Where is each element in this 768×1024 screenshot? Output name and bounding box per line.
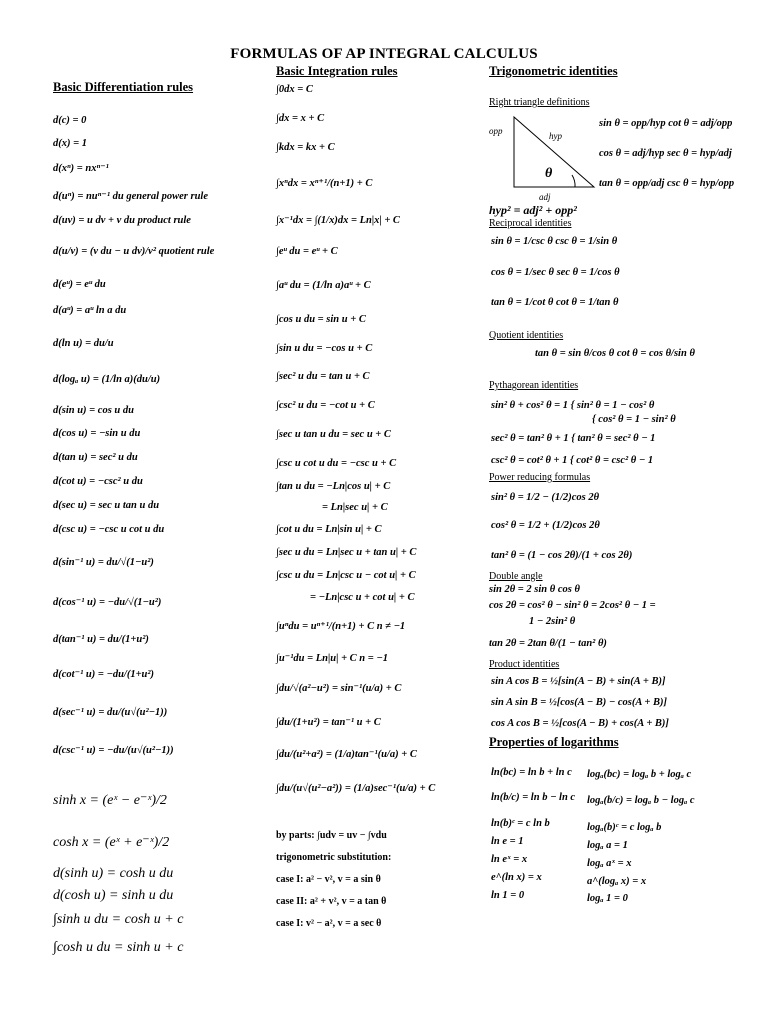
formula-d-csc: d(csc u) = −csc u cot u du: [53, 524, 165, 535]
e-ln-x: e^(ln x) = x: [491, 872, 542, 883]
log-a-x: logₐ aˣ = x: [587, 858, 632, 869]
formula-d-ln: d(ln u) = du/u: [53, 338, 114, 349]
formula-d-cos: d(cos u) = −sin u du: [53, 428, 141, 439]
formula-int-tan: ∫tan u du = −Ln|cos u| + C: [276, 481, 391, 492]
double-cos-alt: 1 − 2sin² θ: [529, 616, 576, 627]
opp-label: opp: [489, 126, 503, 136]
formula-int-sec: ∫sec u du = Ln|sec u + tan u| + C: [276, 547, 417, 558]
pythagorean-sec-tan: sec² θ = tan² θ + 1 { tan² θ = sec² θ − 1: [491, 433, 656, 444]
formula-d-sec: d(sec u) = sec u tan u du: [53, 500, 160, 511]
formula-int-sec2: ∫sec² u du = tan u + C: [276, 371, 370, 382]
log-product: logₐ(bc) = logₐ b + logₐ c: [587, 769, 692, 780]
formula-cosh: cosh x = (eˣ + e⁻ˣ)/2: [53, 835, 170, 850]
ln-1: ln 1 = 0: [491, 890, 525, 901]
double-tan: tan 2θ = 2tan θ/(1 − tan² θ): [489, 638, 607, 649]
formula-int-u-reciprocal: ∫u⁻¹du = Ln|u| + C n = −1: [276, 653, 388, 664]
right-triangle-diagram: [489, 112, 609, 202]
formula-int-sinh: ∫sinh u du = cosh u + c: [53, 912, 184, 927]
log-power: logₐ(b)ᶜ = c logₐ b: [587, 822, 662, 833]
ln-e-x: ln eˣ = x: [491, 854, 528, 865]
formula-d-log: d(logₐ u) = (1/ln a)(du/u): [53, 374, 161, 385]
formula-int-dx: ∫dx = x + C: [276, 113, 325, 124]
double-sin: sin 2θ = 2 sin θ cos θ: [489, 584, 580, 595]
ln-quotient: ln(b/c) = ln b − ln c: [491, 792, 576, 803]
formula-d-arcsec: d(sec⁻¹ u) = du/(u√(u²−1)): [53, 707, 168, 718]
formula-int-sec-tan: ∫sec u tan u du = sec u + C: [276, 429, 391, 440]
hyp-label: hyp: [549, 131, 562, 141]
formula-int-cosh: ∫cosh u du = sinh u + c: [53, 940, 184, 955]
formula-int-exp: ∫eᵘ du = eᵘ + C: [276, 246, 338, 257]
formula-int-csc2: ∫csc² u du = −cot u + C: [276, 400, 375, 411]
formula-d-exp: d(eᵘ) = eᵘ du: [53, 279, 106, 290]
product-sin-sin: sin A sin B = ½[cos(A − B) − cos(A + B)]: [491, 697, 667, 708]
triangle-shape: [514, 117, 594, 187]
product-label: Product identities: [489, 659, 560, 670]
formula-int-power: ∫xⁿdx = xⁿ⁺¹/(n+1) + C: [276, 178, 373, 189]
product-sin-cos: sin A cos B = ½[sin(A − B) + sin(A + B)]: [491, 676, 666, 687]
formula-int-csc: ∫csc u du = Ln|csc u − cot u| + C: [276, 570, 416, 581]
ln-product: ln(bc) = ln b + ln c: [491, 767, 572, 778]
reciprocal-sin-csc: sin θ = 1/csc θ csc θ = 1/sin θ: [491, 236, 618, 247]
pythagorean-relation: hyp² = adj² + opp²: [489, 203, 577, 217]
ln-power: ln(b)ᶜ = c ln b: [491, 818, 550, 829]
reciprocal-cos-sec: cos θ = 1/sec θ sec θ = 1/cos θ: [491, 267, 620, 278]
formula-d-cosh: d(cosh u) = sinh u du: [53, 888, 174, 903]
reciprocal-label: Reciprocal identities: [489, 218, 572, 229]
power-cos2: cos² θ = 1/2 + (1/2)cos 2θ: [491, 520, 600, 531]
formula-d-sinh: d(sinh u) = cosh u du: [53, 866, 174, 881]
pythagorean-sin-cos: sin² θ + cos² θ = 1 { sin² θ = 1 − cos² θ: [491, 400, 655, 411]
formula-int-kdx: ∫kdx = kx + C: [276, 142, 335, 153]
formula-int-zero: ∫0dx = C: [276, 84, 313, 95]
right-triangle-label: Right triangle definitions: [489, 97, 590, 108]
formula-int-reciprocal: ∫x⁻¹dx = ∫(1/x)dx = Ln|x| + C: [276, 215, 400, 226]
double-angle-label: Double angle: [489, 571, 543, 582]
log-quotient: logₐ(b/c) = logₐ b − logₐ c: [587, 795, 695, 806]
integration-heading: Basic Integration rules: [276, 64, 398, 78]
a-log-x: a^(logₐ x) = x: [587, 876, 647, 887]
def-sin-cot: sin θ = opp/hyp cot θ = adj/opp: [599, 118, 733, 129]
quotient-tan-cot: tan θ = sin θ/cos θ cot θ = cos θ/sin θ: [535, 348, 695, 359]
formula-d-arcsin: d(sin⁻¹ u) = du/√(1−u²): [53, 557, 154, 568]
reciprocal-tan-cot: tan θ = 1/cot θ cot θ = 1/tan θ: [491, 297, 619, 308]
formula-int-tan-alt: = Ln|sec u| + C: [322, 502, 388, 513]
formula-int-cot: ∫cot u du = Ln|sin u| + C: [276, 524, 382, 535]
formula-int-arctan-a: ∫du/(u²+a²) = (1/a)tan⁻¹(u/a) + C: [276, 749, 417, 760]
page-title: FORMULAS OF AP INTEGRAL CALCULUS: [230, 46, 538, 62]
formula-d-tan: d(tan u) = sec² u du: [53, 452, 138, 463]
adj-label: adj: [539, 192, 551, 202]
formula-int-a-power: ∫aᵘ du = (1/ln a)aᵘ + C: [276, 280, 371, 291]
formula-d-arccos: d(cos⁻¹ u) = −du/√(1−u²): [53, 597, 162, 608]
def-tan-csc: tan θ = opp/adj csc θ = hyp/opp: [599, 178, 735, 189]
angle-arc: [572, 175, 575, 187]
power-reducing-label: Power reducing formulas: [489, 472, 591, 483]
note-case-1: case I: a² − v², v = a sin θ: [276, 874, 381, 885]
formula-int-csc-alt: = −Ln|csc u + cot u| + C: [310, 592, 415, 603]
note-trig-substitution: trigonometric substitution:: [276, 852, 392, 863]
power-tan2: tan² θ = (1 − cos 2θ)/(1 + cos 2θ): [491, 550, 633, 561]
formula-d-power: d(xⁿ) = nxⁿ⁻¹: [53, 163, 109, 174]
def-cos-sec: cos θ = adj/hyp sec θ = hyp/adj: [599, 148, 732, 159]
formula-int-cos: ∫cos u du = sin u + C: [276, 314, 366, 325]
formula-d-arctan: d(tan⁻¹ u) = du/(1+u²): [53, 634, 149, 645]
formula-quotient-rule: d(u/v) = (v du − u dv)/v² quotient rule: [53, 246, 215, 257]
log-a-a: logₐ a = 1: [587, 840, 628, 851]
power-sin2: sin² θ = 1/2 − (1/2)cos 2θ: [491, 492, 600, 503]
formula-sinh: sinh x = (eˣ − e⁻ˣ)/2: [53, 793, 167, 808]
formula-d-a-power: d(aᵘ) = aᵘ ln a du: [53, 305, 127, 316]
formula-d-arccot: d(cot⁻¹ u) = −du/(1+u²): [53, 669, 155, 680]
theta-label: θ: [545, 166, 553, 181]
formula-d-arccsc: d(csc⁻¹ u) = −du/(u√(u²−1)): [53, 745, 174, 756]
pythagorean-cos-form: { cos² θ = 1 − sin² θ: [592, 414, 676, 425]
formula-int-arcsec: ∫du/(u√(u²−a²)) = (1/a)sec⁻¹(u/a) + C: [276, 783, 436, 794]
product-cos-cos: cos A cos B = ½[cos(A − B) + cos(A + B)]: [491, 718, 669, 729]
double-cos: cos 2θ = cos² θ − sin² θ = 2cos² θ − 1 =: [489, 600, 656, 611]
note-case-2: case II: a² + v², v = a tan θ: [276, 896, 387, 907]
formula-int-u-power: ∫uⁿdu = uⁿ⁺¹/(n+1) + C n ≠ −1: [276, 621, 406, 632]
note-by-parts: by parts: ∫udv = uv − ∫vdu: [276, 830, 387, 841]
formula-int-arcsin: ∫du/√(a²−u²) = sin⁻¹(u/a) + C: [276, 683, 402, 694]
formula-d-cot: d(cot u) = −csc² u du: [53, 476, 143, 487]
formula-d-sin: d(sin u) = cos u du: [53, 405, 134, 416]
formula-general-power-rule: d(uⁿ) = nuⁿ⁻¹ du general power rule: [53, 191, 208, 202]
quotient-label: Quotient identities: [489, 330, 564, 341]
log-1: logₐ 1 = 0: [587, 893, 628, 904]
formula-d-constant: d(c) = 0: [53, 115, 87, 126]
logarithms-heading: Properties of logarithms: [489, 735, 619, 749]
formula-d-x: d(x) = 1: [53, 138, 87, 149]
trig-heading: Trigonometric identities: [489, 64, 618, 78]
note-case-3: case I: v² − a², v = a sec θ: [276, 918, 382, 929]
pythagorean-label: Pythagorean identities: [489, 380, 579, 391]
pythagorean-csc-cot: csc² θ = cot² θ + 1 { cot² θ = csc² θ − 1: [491, 455, 654, 466]
formula-int-arctan: ∫du/(1+u²) = tan⁻¹ u + C: [276, 717, 381, 728]
ln-e: ln e = 1: [491, 836, 524, 847]
formula-product-rule: d(uv) = u dv + v du product rule: [53, 215, 191, 226]
formula-int-csc-cot: ∫csc u cot u du = −csc u + C: [276, 458, 397, 469]
differentiation-heading: Basic Differentiation rules: [53, 80, 194, 94]
formula-int-sin: ∫sin u du = −cos u + C: [276, 343, 373, 354]
